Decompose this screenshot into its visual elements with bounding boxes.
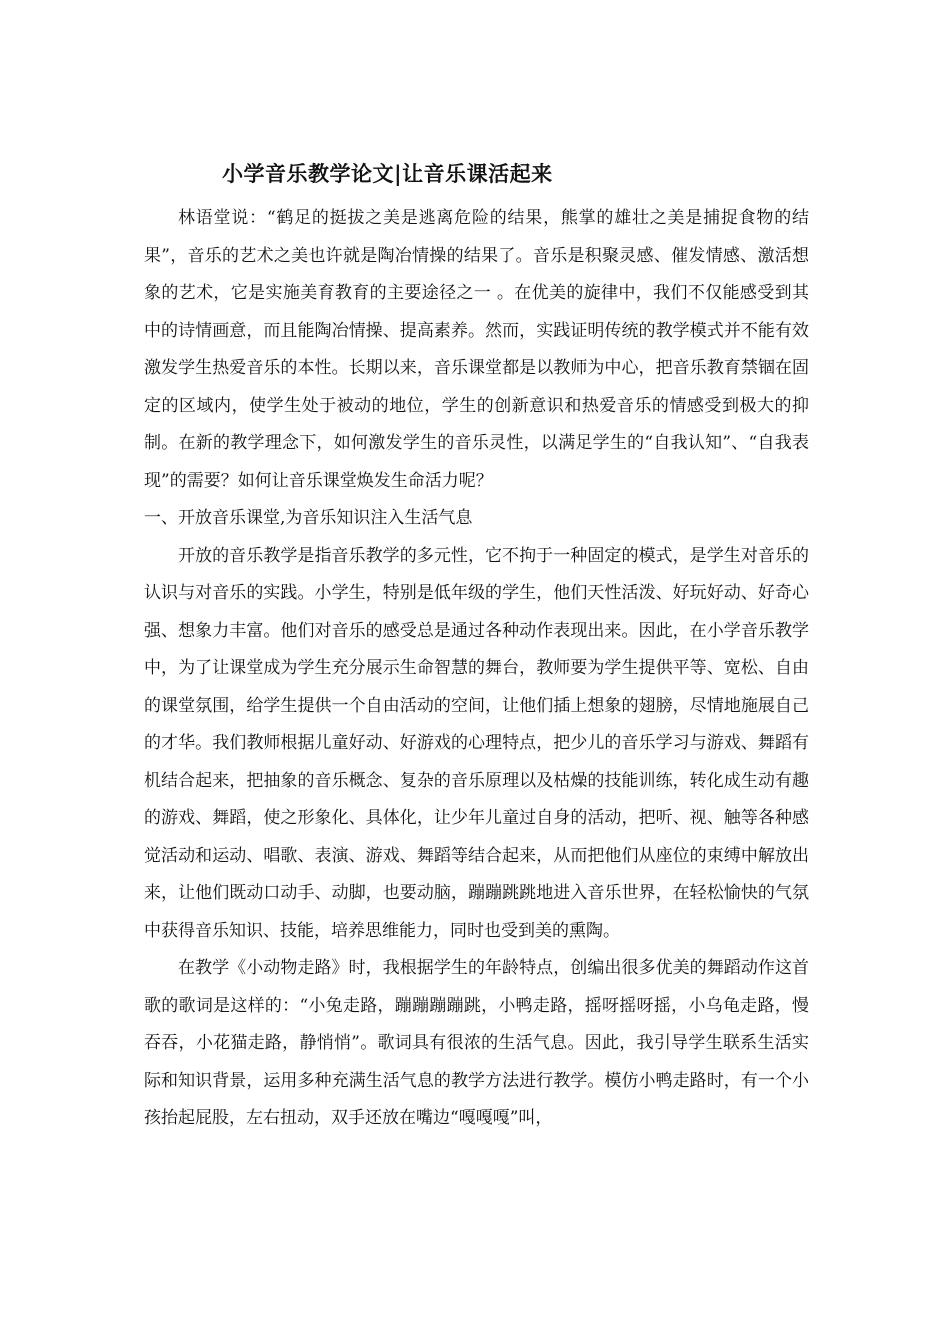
document-title: 小学音乐教学论文|让音乐课活起来 [222,161,553,186]
document-body [144,200,809,1138]
intro-paragraph: 林语堂说：“鹤足的挺拔之美是逃离危险的结果，熊掌的雄壮之美是捕捉食物的结果”，音乐的艺术之美也许就是陶冶情操的结果了。音乐是积聚灵感、催发情感、激活想象的艺术，它是实施美育教育的主要途径之一 。在优美的旋律中，我们不仅能感受到其中的诗情画意，而且能陶冶情操、提高素养。然而，实践证明传统的教学模式并不能有效激发学生热爱音乐的本性。长期以来，音乐课堂都是以教师为中心，把音乐教育禁锢在固定的区域内，使学生处于被动的地位，学生的创新意识和热爱音乐的情感受到极大的抑制。在新的教学理念下，如何激发学生的音乐灵性，以满足学生的“自我认知”、“自我表现”的需要？如何让音乐课堂焕发生命活力呢？ [144,208,809,491]
section-paragraph-2: 在教学《小动物走路》时，我根据学生的年龄特点，创编出很多优美的舞蹈动作这首歌的歌词是这样的：“小兔走路，蹦蹦蹦蹦跳，小鸭走路，摇呀摇呀摇，小乌龟走路，慢吞吞，小花猫走路，静悄悄”。歌词具有很浓的生活气息。因此，我引导学生联系生活实际和知识背景，运用多种充满生活气息的教学方法进行教学。模仿小鸭走路时，有一个小孩抬起屁股，左右扭动，双手还放在嘴边“嘎嘎嘎”叫， [144,958,809,1128]
section-heading: 一、开放音乐课堂,为音乐知识注入生活气息 [144,508,473,528]
section-paragraph-1: 开放的音乐教学是指音乐教学的多元性，它不拘于一种固定的模式，是学生对音乐的认识与对音乐的实践。小学生，特别是低年级的学生，他们天性活泼、好玩好动、好奇心强、想象力丰富。他们对音乐的感受总是通过各种动作表现出来。因此，在小学音乐教学中，为了让课堂成为学生充分展示生命智慧的舞台，教师要为学生提供平等、宽松、自由的课堂氛围，给学生提供一个自由活动的空间，让他们插上想象的翅膀，尽情地施展自己的才华。我们教师根据儿童好动、好游戏的心理特点，把少儿的音乐学习与游戏、舞蹈有机结合起来，把抽象的音乐概念、复杂的音乐原理以及枯燥的技能训练，转化成生动有趣的游戏、舞蹈，使之形象化、具体化，让少年儿童过自身的活动，把听、视、触等各种感觉活动和运动、唱歌、表演、游戏、舞蹈等结合起来，从而把他们从座位的束缚中解放出来，让他们既动口动手、动脚，也要动脑，蹦蹦跳跳地进入音乐世界，在轻松愉快的气氛中获得音乐知识、技能，培养思维能力，同时也受到美的熏陶。 [144,545,809,941]
